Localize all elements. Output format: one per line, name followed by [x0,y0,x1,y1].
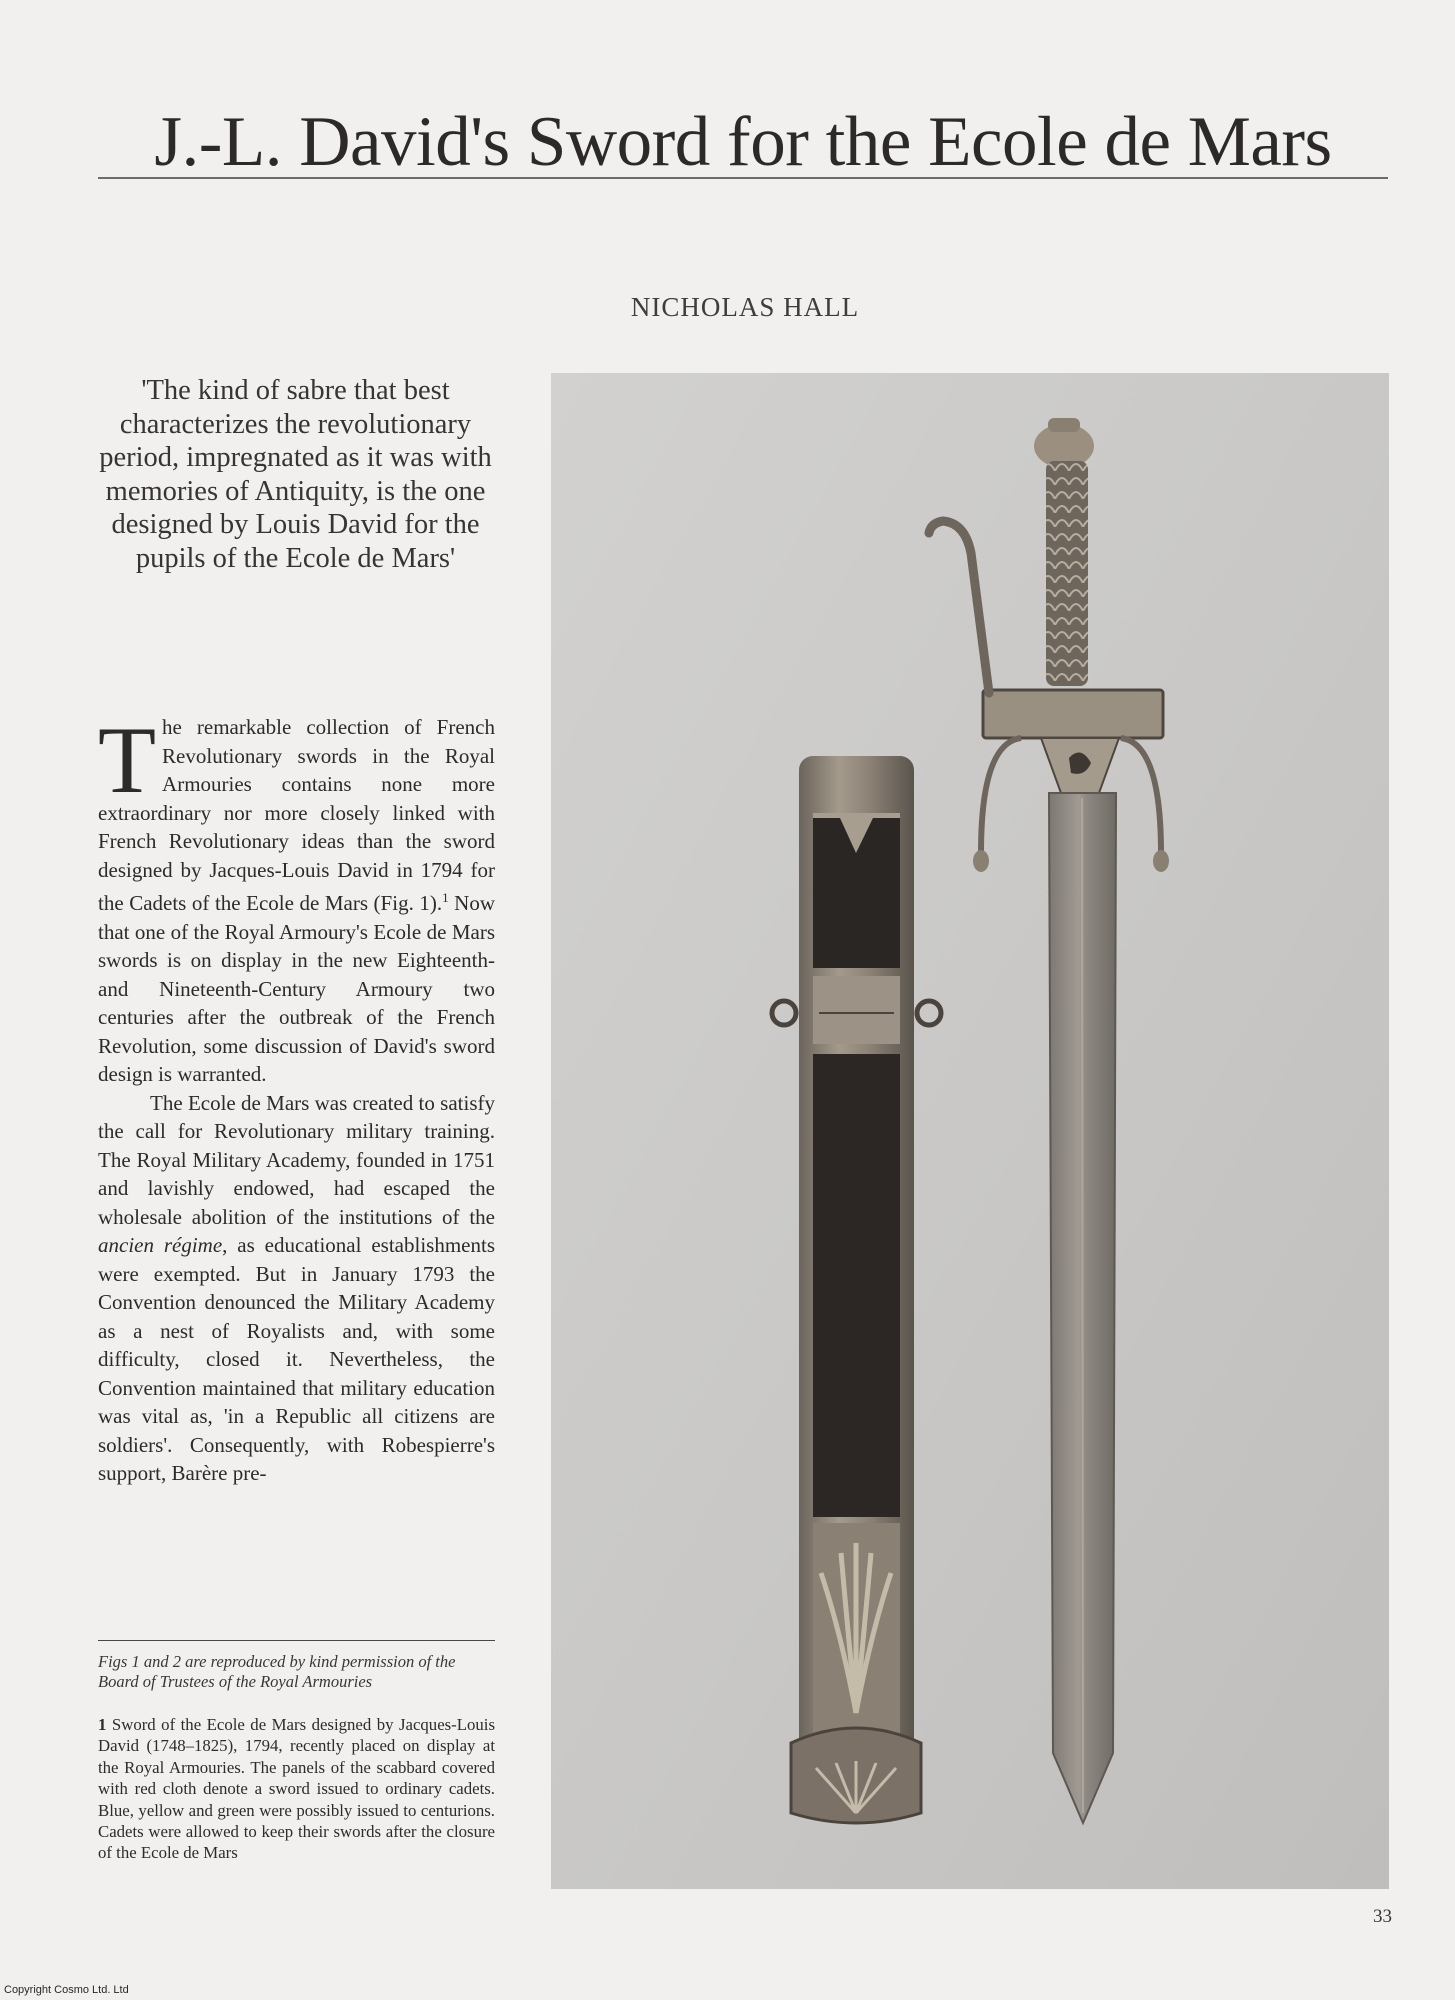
drop-cap: T [98,707,157,813]
image-credit: Figs 1 and 2 are reproduced by kind permission of the Board of Trustees of the Royal Armouries [98,1652,456,1691]
page-number: 33 [1373,1906,1392,1927]
pull-quote: 'The kind of sabre that best characterizes the revolutionary period, impregnated as it was with memories of Antiquity, is the one designed by Louis David for the pupils of the Ecole de Mars' [99,375,492,574]
paragraph [98,707,495,1089]
figure-caption [98,1714,495,1864]
paragraph [98,1089,495,1488]
caption-text: Sword of the Ecole de Mars designed by Jacques-Louis David (1748–1825), 1794, recently placed on display at the Royal Armouries. The panels of the scabbard covered with red cloth denote a sword issued to ordinary cadets. Blue, yellow and green were possibly issued to centurions. Cadets were allowed to keep their swords after the closure of the Ecole de Mars [98,1715,495,1863]
title-rule [98,177,1388,179]
sword-photograph [551,373,1389,1889]
sword-crossguard [983,690,1163,738]
italic-term: ancien régime [98,1233,223,1257]
sword-grip [1046,461,1088,686]
paragraph-text: Now that one of the Royal Armoury's Ecole de Mars swords is on display in the new Eighteenth- and Nineteenth-Century Armoury two centuries after the outbreak of the French Revolution, some discussion of David's sword design is warranted. [98,891,495,1086]
paragraph-text: , as educational establishments were exempted. But in January 1793 the Convention denounced the Military Academy as a nest of Royalists and, with some difficulty, closed it. Nevertheless, the Convention maintained that military education was vital as, 'in a Republic all citizens are soldiers'. Consequently, with Robespierre's support, Barère pre- [98,1233,495,1485]
article-title: J.-L. David's Sword for the Ecole de Mars [154,103,1332,181]
footnote-reference: 1 [442,890,449,905]
copyright-watermark: Copyright Cosmo Ltd. Ltd [4,1984,129,1996]
footnote-rule [98,1640,495,1641]
caption-number: 1 [98,1715,107,1734]
photo-background [551,373,1389,1889]
paragraph-text: The Ecole de Mars was created to satisfy the call for Revolutionary military training. The Royal Military Academy, founded in 1751 and lavishly endowed, had escaped the wholesale abolition of the institutions of the [98,1090,495,1229]
body-text [98,707,495,1488]
paragraph-text: he remarkable collection of French Revolutionary swords in the Royal Armouries contains none more extraordinary nor more closely linked with French Revolutionary ideas than the sword designed by Jacques-Louis David in 1794 for the Cadets of the Ecole de Mars (Fig. 1). [98,715,495,915]
author-byline: NICHOLAS HALL [630,292,860,322]
